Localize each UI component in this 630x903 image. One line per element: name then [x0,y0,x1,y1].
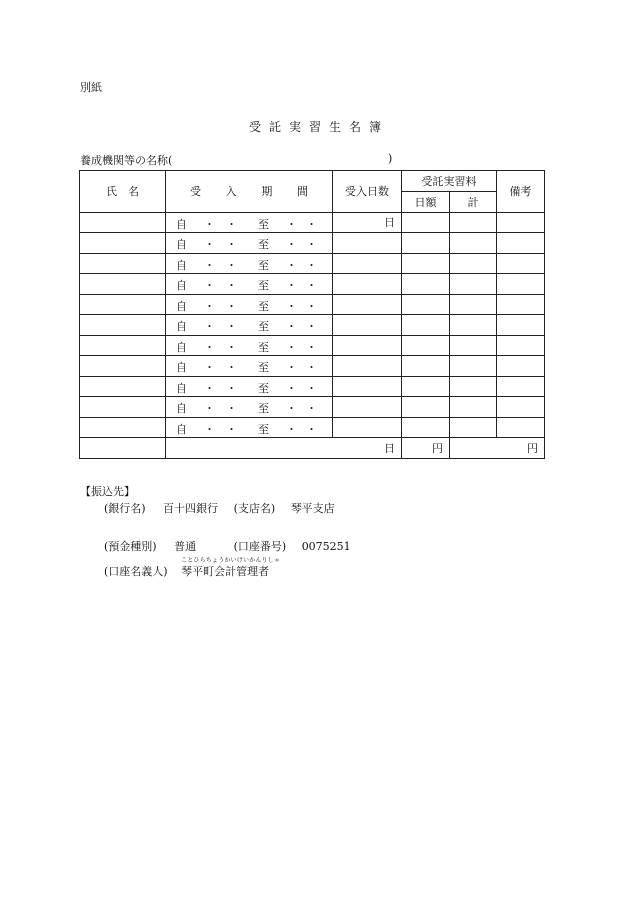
table-row [80,376,545,397]
period-from: 自 [176,279,187,292]
period-dot: ・ [306,340,317,354]
period-dot: ・ [204,299,215,313]
total-fee-cell [450,315,497,336]
period-from: 自 [176,258,187,272]
total-fee-cell [450,397,497,418]
table-row [80,233,545,254]
bank-name-label: (銀行名) [104,502,146,515]
daily-fee-cell [402,212,450,233]
header-period-text [166,183,332,199]
name-cell [80,253,166,274]
total-fee-cell [450,274,497,295]
total-fee-cell [450,212,497,233]
period-dot: ・ [306,299,317,313]
period-dot: ・ [286,238,297,251]
period-from: 自 [176,238,187,251]
period-dot: ・ [306,258,317,272]
period-dot: ・ [306,422,317,436]
name-cell [80,315,166,336]
total-fee-cell [450,253,497,274]
period-dot: ・ [286,299,297,313]
name-cell [80,233,166,254]
table-row [80,397,545,418]
notes-cell [497,376,545,397]
name-cell [80,274,166,295]
header-fee: 受託実習料 [402,171,497,192]
notes-cell [497,253,545,274]
period-to: 至 [258,299,269,313]
deposit-type-label: (預金種別) [104,540,157,553]
period-cell [166,315,333,336]
days-cell [333,356,402,377]
period-from: 自 [176,422,187,436]
header-name: 氏 名 [80,171,166,213]
table-row [80,294,545,315]
daily-fee-cell [402,356,450,377]
notes-cell [497,233,545,254]
days-cell [333,315,402,336]
period-to: 至 [258,238,269,251]
period-cell [166,335,333,356]
table-row [80,315,545,336]
org-name-label: 養成機関等の名称( [80,154,173,167]
period-dot: ・ [226,258,237,272]
period-dot: ・ [306,217,317,231]
holder-ruby: ことひらちょうかいけいかんりしゃ [181,557,281,564]
period-dot: ・ [306,381,317,395]
document-title: 受託実習生名簿 [248,120,389,134]
total-fee-cell [450,294,497,315]
period-dot: ・ [226,320,237,333]
total-fee-cell [450,356,497,377]
period-cell [166,294,333,315]
period-dot: ・ [204,340,215,354]
period-cell [166,376,333,397]
period-dot: ・ [226,299,237,313]
days-cell [333,274,402,295]
total-days: 日 [166,438,402,459]
branch-label: (支店名) [233,502,276,515]
org-name-close: ) [388,152,393,165]
days-cell [333,253,402,274]
table-row [80,274,545,295]
period-dot: ・ [226,238,237,251]
bank-line [104,500,335,516]
period-to: 至 [258,402,269,415]
account-no-label: (口座番号) [233,540,287,553]
period-dot: ・ [286,258,297,272]
notes-cell [497,356,545,377]
daily-fee-cell [402,335,450,356]
name-cell [80,376,166,397]
period-dot: ・ [286,381,297,395]
total-daily: 円 [402,438,450,459]
header-daily: 日額 [402,192,450,213]
transfer-heading: 【振込先】 [80,485,135,498]
period-cell [166,274,333,295]
total-amount: 円 [450,438,545,459]
period-dot: ・ [204,217,215,231]
bank-name: 百十四銀行 [163,502,219,515]
notes-cell [497,274,545,295]
period-dot: ・ [286,320,297,333]
header-period-char: 期 [261,185,273,199]
period-cell [166,397,333,418]
daily-fee-cell [402,376,450,397]
holder-label: (口座名義人) [104,565,168,578]
days-cell [333,376,402,397]
period-from: 自 [176,381,187,395]
deposit-type: 普通 [174,540,197,553]
period-cell [166,356,333,377]
period-dot: ・ [306,402,317,415]
notes-cell [497,397,545,418]
period-dot: ・ [204,422,215,436]
name-cell [80,335,166,356]
period-from: 自 [176,217,187,231]
period-dot: ・ [226,361,237,374]
period-dot: ・ [226,279,237,292]
period-dot: ・ [204,238,215,251]
header-period-char: 入 [225,185,237,199]
period-from: 自 [176,402,187,415]
account-no: 0075251 [301,540,351,553]
period-dot: ・ [286,402,297,415]
total-name-cell [80,438,166,459]
holder-name: 琴平町会計管理者 [181,565,270,578]
period-dot: ・ [286,217,297,231]
period-to: 至 [258,361,269,374]
days-cell [333,335,402,356]
period-cell [166,253,333,274]
daily-fee-cell [402,397,450,418]
period-dot: ・ [306,361,317,374]
header-period-char: 間 [296,185,308,199]
period-to: 至 [258,258,269,272]
header-days: 受入日数 [333,171,402,213]
notes-cell [497,335,545,356]
days-cell: 日 [333,212,402,233]
days-cell [333,294,402,315]
daily-fee-cell [402,253,450,274]
branch-name: 琴平支店 [290,502,335,515]
notes-cell [497,315,545,336]
period-dot: ・ [306,238,317,251]
period-cell [166,212,333,233]
period-to: 至 [258,320,269,333]
period-from: 自 [176,340,187,354]
daily-fee-cell [402,417,450,438]
attachment-label: 別紙 [80,81,102,94]
days-cell [333,233,402,254]
period-dot: ・ [204,279,215,292]
days-cell [333,417,402,438]
period-from: 自 [176,320,187,333]
org-name-line [80,152,393,168]
header-period-char: 受 [190,185,201,199]
period-dot: ・ [226,381,237,395]
period-dot: ・ [204,258,215,272]
table-row [80,212,545,233]
total-row [80,438,545,459]
table-row [80,356,545,377]
period-dot: ・ [286,361,297,374]
period-from: 自 [176,299,187,313]
table-row [80,253,545,274]
notes-cell [497,212,545,233]
name-cell [80,417,166,438]
period-dot: ・ [204,320,215,333]
period-from: 自 [176,361,187,374]
period-cell [166,417,333,438]
period-cell [166,233,333,254]
header-notes: 備考 [497,171,545,213]
total-fee-cell [450,233,497,254]
account-line [104,538,351,554]
period-to: 至 [258,340,269,354]
total-fee-cell [450,335,497,356]
name-cell [80,294,166,315]
daily-fee-cell [402,315,450,336]
notes-cell [497,417,545,438]
holder-line [104,563,269,579]
period-to: 至 [258,422,269,436]
period-dot: ・ [306,320,317,333]
period-dot: ・ [286,340,297,354]
daily-fee-cell [402,294,450,315]
period-dot: ・ [226,217,237,231]
total-fee-cell [450,417,497,438]
total-fee-cell [450,376,497,397]
period-dot: ・ [204,361,215,374]
period-dot: ・ [306,279,317,292]
period-dot: ・ [226,402,237,415]
period-dot: ・ [204,381,215,395]
header-total: 計 [450,192,497,213]
period-dot: ・ [226,422,237,436]
period-to: 至 [258,279,269,292]
notes-cell [497,294,545,315]
period-dot: ・ [226,340,237,354]
table-row [80,335,545,356]
name-cell [80,356,166,377]
period-dot: ・ [286,279,297,292]
period-to: 至 [258,381,269,395]
name-cell [80,212,166,233]
daily-fee-cell [402,274,450,295]
trainee-roster-table [79,170,545,459]
table-row [80,417,545,438]
days-cell [333,397,402,418]
period-to: 至 [258,217,269,231]
period-dot: ・ [286,422,297,436]
header-period [166,171,333,213]
daily-fee-cell [402,233,450,254]
period-dot: ・ [204,402,215,415]
name-cell [80,397,166,418]
